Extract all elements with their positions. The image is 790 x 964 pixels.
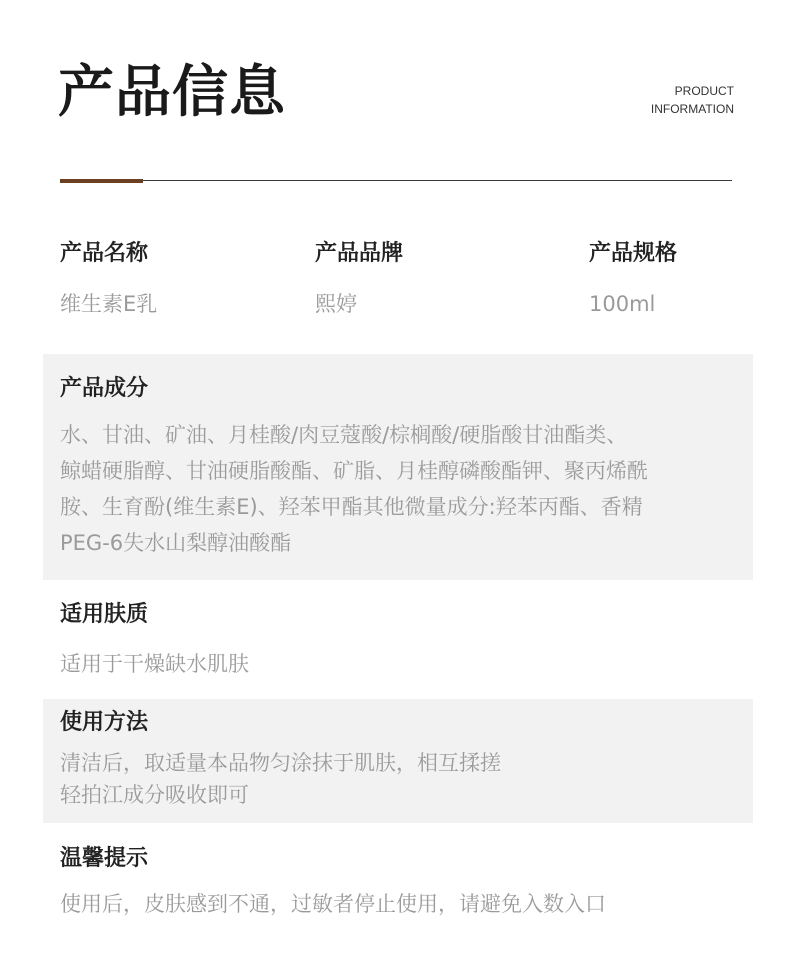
tips-text: 使用后，皮肤感到不通，过敏者停止使用，请避免入数入口 <box>60 892 606 916</box>
product-brand-value: 熙婷 <box>315 292 357 316</box>
subtitle-line-1: PRODUCT <box>674 84 734 98</box>
usage-text <box>60 747 739 811</box>
header-divider-accent <box>60 179 143 183</box>
product-brand-label: 产品品牌 <box>315 241 404 266</box>
skin-type-text: 适用于干燥缺水肌肤 <box>60 652 249 676</box>
usage-line-1: 清洁后，取适量本品物匀涂抹于肌肤，相互揉搓 <box>60 751 501 775</box>
ingredients-line-2: 鲸蜡硬脂醇、甘油硬脂酸酯、矿脂、月桂醇磷酸酯钾、聚丙烯酰 <box>60 459 648 483</box>
product-spec-label: 产品规格 <box>589 241 678 266</box>
ingredients-label: 产品成分 <box>60 376 149 401</box>
subtitle-line-2: INFORMATION <box>650 102 734 116</box>
ingredients-text <box>60 417 739 561</box>
product-name-label: 产品名称 <box>60 241 149 266</box>
skin-type-label: 适用肤质 <box>60 602 149 627</box>
page-subtitle <box>651 82 734 118</box>
usage-line-2: 轻拍江成分吸收即可 <box>60 783 249 807</box>
header-divider <box>60 180 732 181</box>
info-product-spec <box>589 236 677 322</box>
info-product-brand <box>315 236 403 322</box>
usage-section <box>43 699 753 823</box>
ingredients-line-1: 水、甘油、矿油、月桂酸/肉豆蔻酸/棕榈酸/硬脂酸甘油酯类、 <box>60 423 628 447</box>
tips-section <box>43 841 753 922</box>
product-name-value: 维生素E乳 <box>60 292 158 316</box>
ingredients-line-3: 胺、生育酚(维生素E)、羟苯甲酯其他微量成分:羟苯丙酯、香精 <box>60 495 643 519</box>
info-product-name <box>60 236 157 322</box>
ingredients-section <box>43 354 753 580</box>
usage-label: 使用方法 <box>60 710 149 735</box>
product-spec-value: 100ml <box>589 292 656 316</box>
ingredients-line-4: PEG-6失水山梨醇油酸酯 <box>60 531 292 555</box>
page-title: 产品信息 <box>58 59 286 125</box>
skin-type-section <box>43 597 753 682</box>
tips-label: 温馨提示 <box>60 846 149 871</box>
